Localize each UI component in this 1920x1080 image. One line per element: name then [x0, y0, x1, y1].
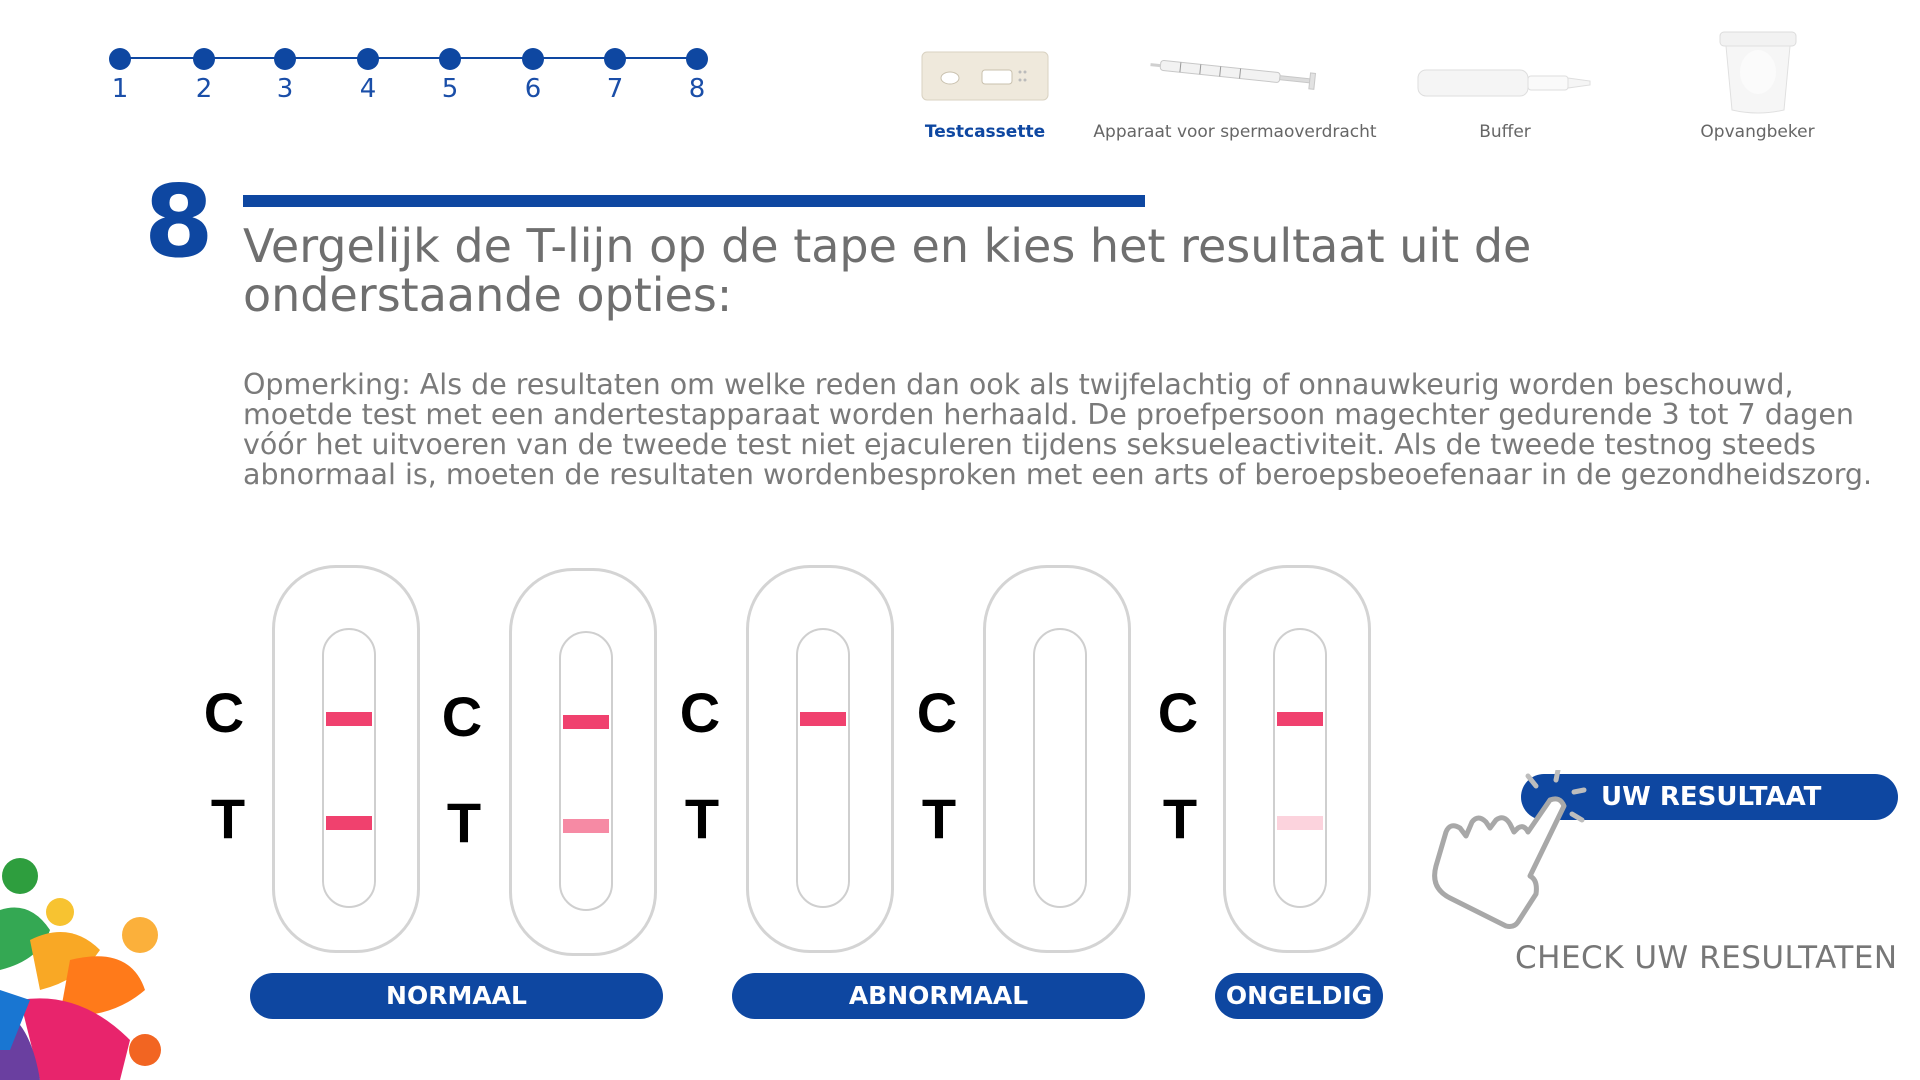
step-number: 7 [606, 74, 624, 104]
supply-buffer[interactable] [1410, 20, 1600, 142]
supply-label: Apparaat voor spermaoverdracht [1093, 122, 1377, 142]
note-text: Opmerking: Als de resultaten om welke reden dan ook als twijfelachtig of onnauwkeurig worden beschouwd, moetde test met een andertestapparaat worden herhaald. De proefpersoon magechter gedurende 3 tot 7 dagen vóór het uitvoeren van de tweede test niet ejaculeren tijdens seksueleactiviteit. Als de tweede testnog steeds abnormaal is, moeten de resultaten wordenbesproken met een arts of beroepsbeoefenaar in de gezondheidszorg. [243, 368, 1873, 491]
t-label: T [684, 787, 720, 850]
step-number: 1 [111, 74, 129, 104]
c-label: C [203, 681, 245, 744]
progress-stepper [110, 48, 710, 108]
check-results-text: CHECK UW RESULTATEN [1515, 940, 1898, 976]
c-label: C [441, 685, 483, 748]
t-label: T [446, 791, 482, 854]
t-line [1277, 816, 1323, 830]
step-dot [439, 48, 461, 70]
t-label: T [921, 787, 957, 850]
c-label: C [679, 681, 721, 744]
supply-label: Buffer [1479, 122, 1531, 142]
step-number-large: 8 [144, 163, 214, 280]
heading-bar [243, 195, 1145, 207]
c-line [326, 712, 372, 726]
t-label: T [1162, 787, 1198, 850]
step-8[interactable] [677, 48, 717, 104]
step-number: 8 [688, 74, 706, 104]
step-number: 5 [441, 74, 459, 104]
test-cassette-normal-1[interactable] [272, 565, 420, 953]
result-button-label: UW RESULTAAT [1601, 782, 1822, 812]
supply-testcassette[interactable] [900, 20, 1070, 142]
option-ongeldig-button[interactable]: ONGELDIG [1215, 973, 1383, 1019]
supply-label: Opvangbeker [1700, 122, 1815, 142]
c-line [563, 715, 609, 729]
logo-icon [0, 850, 170, 1080]
test-window [322, 628, 376, 908]
supply-label: Testcassette [924, 122, 1046, 142]
step-number: 3 [276, 74, 294, 104]
option-normaal-button[interactable]: NORMAAL [250, 973, 663, 1019]
test-cassette-icon [920, 48, 1050, 104]
test-cassette-invalid[interactable] [1223, 565, 1371, 953]
step-6[interactable] [513, 48, 553, 104]
buffer-tube-icon [1410, 64, 1600, 104]
test-window [796, 628, 850, 908]
step-dot [109, 48, 131, 70]
c-label: C [916, 681, 958, 744]
step-1[interactable] [100, 48, 140, 104]
t-label: T [210, 787, 246, 850]
step-dot [686, 48, 708, 70]
step-dot [193, 48, 215, 70]
test-cassette-abnormal-1[interactable] [746, 565, 894, 953]
option-abnormaal-button[interactable]: ABNORMAAL [732, 973, 1145, 1019]
test-cassette-normal-2[interactable] [509, 568, 657, 956]
test-window [559, 631, 613, 911]
step-4[interactable] [348, 48, 388, 104]
step-5[interactable] [430, 48, 470, 104]
supply-opvangbeker[interactable] [1680, 20, 1835, 142]
c-line [800, 712, 846, 726]
t-line [326, 816, 372, 830]
test-window [1033, 628, 1087, 908]
step-number: 6 [524, 74, 542, 104]
step-number: 2 [195, 74, 213, 104]
hand-pointer-icon [1410, 770, 1590, 950]
supply-apparaat[interactable] [1085, 20, 1385, 142]
page-title: Vergelijk de T-lijn op de tape en kies het resultaat uit de onderstaande opties: [243, 219, 1532, 322]
c-label: C [1157, 681, 1199, 744]
step-3[interactable] [265, 48, 305, 104]
step-number: 4 [359, 74, 377, 104]
test-cassette-abnormal-2[interactable] [983, 565, 1131, 953]
step-2[interactable] [184, 48, 224, 104]
step-7[interactable] [595, 48, 635, 104]
c-line [1277, 712, 1323, 726]
step-dot [274, 48, 296, 70]
t-line [563, 819, 609, 833]
step-dot [357, 48, 379, 70]
collection-cup-icon [1716, 26, 1800, 116]
test-window [1273, 628, 1327, 908]
syringe-icon [1140, 54, 1330, 94]
step-dot [522, 48, 544, 70]
step-dot [604, 48, 626, 70]
